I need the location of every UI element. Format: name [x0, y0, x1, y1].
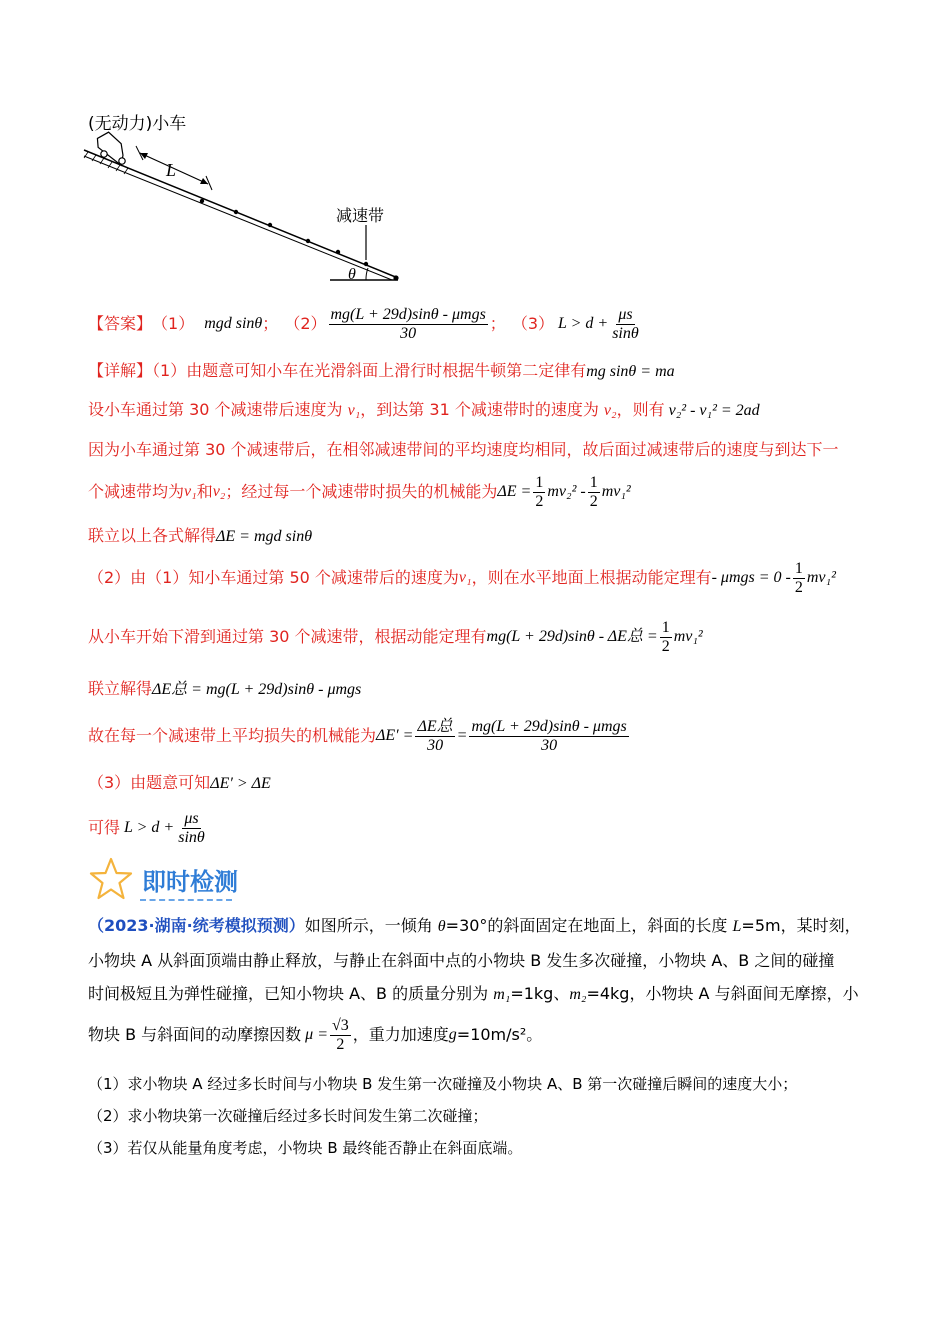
- detail-line-1: [88, 361, 675, 382]
- detail-line-7: [88, 617, 703, 657]
- detail-line-2-text-c: ，则有: [616, 400, 665, 419]
- detail-line-9-text: 故在每一个减速带上平均损失的机械能为: [88, 726, 377, 745]
- total-energy-right: mv₁²: [673, 628, 703, 645]
- var-m2: m₂: [569, 986, 587, 1003]
- detail-line-6-text-a: （2）由（1）知小车通过第 50 个减速带后的速度为: [88, 568, 459, 587]
- energy-loss-right: mv₁²: [601, 483, 631, 500]
- kinematics-equation: v₂² - v₁² = 2ad: [668, 402, 760, 419]
- avg-loss-den-1: 30: [427, 736, 444, 754]
- question-2: （2）求小物块第一次碰撞后经过多长时间发生第二次碰撞；: [88, 1107, 488, 1125]
- mu-fraction: [330, 1017, 351, 1054]
- answer-tag: 【答案】: [88, 314, 153, 333]
- detail-line-3: 因为小车通过第 30 个减速带后，在相邻减速带间的平均速度均相同，故后面过减速带后的速度与到达下一: [88, 440, 839, 459]
- detail-line-10-text: （3）由题意可知: [88, 773, 211, 792]
- mu-numerator: √3: [331, 1016, 349, 1034]
- answer-part3-denominator: sinθ: [612, 324, 639, 342]
- answer-part1-expr: mgd sinθ: [204, 315, 263, 332]
- incline-diagram: [80, 110, 410, 290]
- inequality-condition: ΔE′ > ΔE: [210, 775, 271, 792]
- half-num-2: 1: [589, 473, 598, 491]
- section-header: [88, 856, 238, 902]
- detail-line-2: [88, 400, 760, 421]
- problem-line-2: 小物块 A 从斜面顶端由静止释放，与静止在斜面中点的小物块 B 发生多次碰撞，小物块 A、B 之间的碰撞: [88, 951, 835, 970]
- problem-line-4: [88, 1012, 542, 1058]
- newton-equation: mg sinθ = ma: [586, 363, 675, 380]
- detail-line-2-text-a: 设小车通过第 30 个减速带后速度为: [88, 400, 348, 419]
- detail-line-7-text: 从小车开始下滑到通过第 30 个减速带，根据动能定理有: [88, 627, 487, 646]
- avg-loss-num-2: mg(L + 29d)sinθ - μmgs: [471, 717, 627, 735]
- detail-line-4-text-b: 和: [196, 482, 213, 501]
- energy-loss-left: ΔE =: [497, 483, 532, 500]
- var-v1-c: v₁: [458, 569, 472, 586]
- answer-sep2: ；: [489, 314, 506, 333]
- detail-line-9: [88, 714, 631, 758]
- half-fraction-4: [660, 619, 672, 656]
- mu-denominator: 2: [336, 1035, 345, 1053]
- half-fraction-1: [533, 474, 545, 511]
- detail-line-5: [88, 526, 312, 547]
- var-mu: μ =: [305, 1026, 328, 1043]
- answer-part1-label: （1）: [152, 314, 195, 333]
- half-num-3: 1: [794, 559, 803, 577]
- detail-line-11: [88, 806, 209, 850]
- answer-part2-fraction: [329, 306, 488, 343]
- var-theta: θ: [437, 918, 446, 935]
- var-g: g: [448, 1026, 457, 1043]
- problem-line-1: [88, 916, 861, 937]
- total-energy-left: mg(L + 29d)sinθ - ΔE总 =: [486, 628, 658, 645]
- question-3: （3）若仅从能量角度考虑，小物块 B 最终能否静止在斜面底端。: [88, 1139, 523, 1157]
- detail-tag: 【详解】: [88, 361, 153, 380]
- problem-line-4-c: =10m/s²。: [456, 1025, 543, 1044]
- problem-line-3-c: =4kg，小物块 A 与斜面间无摩擦，小: [586, 984, 859, 1003]
- question-1: （1）求小物块 A 经过多长时间与小物块 B 发生第一次碰撞及小物块 A、B 第一次碰撞后瞬间的速度大小；: [88, 1075, 798, 1093]
- problem-source: （2023·湖南·统考模拟预测）: [88, 916, 305, 935]
- final-result-left: L > d +: [124, 819, 175, 836]
- half-den-2: 2: [589, 492, 598, 510]
- bump-label: 减速带: [336, 206, 385, 225]
- final-result-den: sinθ: [178, 828, 205, 846]
- problem-line-4-b: ，重力加速度: [352, 1025, 449, 1044]
- answer-part2-denominator: 30: [400, 324, 417, 342]
- problem-line-3: [88, 984, 859, 1005]
- detail-line-5-text: 联立以上各式解得: [88, 526, 217, 545]
- detail-line-8-text: 联立解得: [88, 679, 153, 698]
- answer-sep1: ；: [262, 314, 279, 333]
- half-num-1: 1: [535, 473, 544, 491]
- var-L: L: [732, 918, 742, 935]
- avg-loss-num-1: ΔE总: [417, 717, 453, 735]
- answer-part2-numerator: mg(L + 29d)sinθ - μmgs: [330, 305, 486, 323]
- section-title: 即时检测: [142, 867, 238, 896]
- var-v2-b: v₂: [212, 483, 226, 500]
- final-result-fraction: [176, 810, 207, 847]
- incline-figure: [80, 110, 410, 290]
- detail-line-4-text-c: ；经过每一个减速带时损失的机械能为: [225, 482, 498, 501]
- problem-line-4-a: 物块 B 与斜面间的动摩擦因数: [88, 1025, 302, 1044]
- avg-loss-fraction-2: [469, 718, 628, 755]
- section-underline: [140, 899, 232, 901]
- half-fraction-2: [588, 474, 600, 511]
- detail-line-4: [88, 472, 631, 512]
- half-den-4: 2: [661, 637, 670, 655]
- detail-line-6: [88, 558, 836, 598]
- avg-loss-den-2: 30: [541, 736, 558, 754]
- var-v2: v₂: [603, 402, 617, 419]
- angle-label: θ: [348, 266, 356, 283]
- avg-loss-fraction-1: [415, 718, 454, 755]
- var-v1-b: v₁: [184, 483, 197, 500]
- detail-line-4-text-a: 个减速带均为: [88, 482, 185, 501]
- work-energy-left: - μmgs = 0 -: [711, 569, 791, 586]
- energy-loss-mid: mv₂² -: [547, 483, 586, 500]
- avg-loss-left: ΔE′ =: [376, 727, 414, 744]
- total-energy-result: ΔE总 = mg(L + 29d)sinθ - μmgs: [152, 681, 362, 698]
- problem-line-1-b: =30°的斜面固定在地面上，斜面的长度: [445, 916, 733, 935]
- half-den-3: 2: [794, 578, 803, 596]
- detail-line-8: [88, 679, 361, 700]
- answer-part3-numerator: μs: [618, 305, 633, 323]
- answer-part3-fraction: [610, 306, 641, 343]
- problem-line-1-c: =5m，某时刻，: [741, 916, 861, 935]
- var-v1: v₁: [347, 402, 361, 419]
- avg-loss-equals: =: [456, 727, 468, 744]
- answer-line: [88, 300, 643, 348]
- answer-part2-label: （2）: [284, 314, 327, 333]
- detail-line-2-text-b: ，到达第 31 个减速带时的速度为: [360, 400, 604, 419]
- answer-part3-left: L > d +: [558, 315, 609, 332]
- work-energy-right: mv₁²: [806, 569, 836, 586]
- star-icon: [88, 856, 134, 902]
- problem-line-3-b: =1kg、: [510, 984, 570, 1003]
- detail-line-10: [88, 773, 271, 794]
- final-result-num: μs: [184, 809, 199, 827]
- cart-label: (无动力)小车: [88, 114, 187, 134]
- cart-icon: [91, 129, 130, 165]
- energy-loss-result: ΔE = mgd sinθ: [216, 528, 313, 545]
- half-den-1: 2: [535, 492, 544, 510]
- problem-line-1-a: 如图所示，一倾角: [304, 916, 438, 935]
- detail-line-6-text-b: ，则在水平地面上根据动能定理有: [471, 568, 712, 587]
- length-label: L: [166, 160, 177, 180]
- detail-line-11-text: 可得: [88, 818, 121, 837]
- var-m1: m₁: [493, 986, 511, 1003]
- half-fraction-3: [793, 560, 805, 597]
- answer-part3-label: （3）: [511, 314, 554, 333]
- detail-line-1-text: （1）由题意可知小车在光滑斜面上滑行时根据牛顿第二定律有: [152, 361, 587, 380]
- problem-line-3-a: 时间极短且为弹性碰撞，已知小物块 A、B 的质量分别为: [88, 984, 494, 1003]
- half-num-4: 1: [661, 618, 670, 636]
